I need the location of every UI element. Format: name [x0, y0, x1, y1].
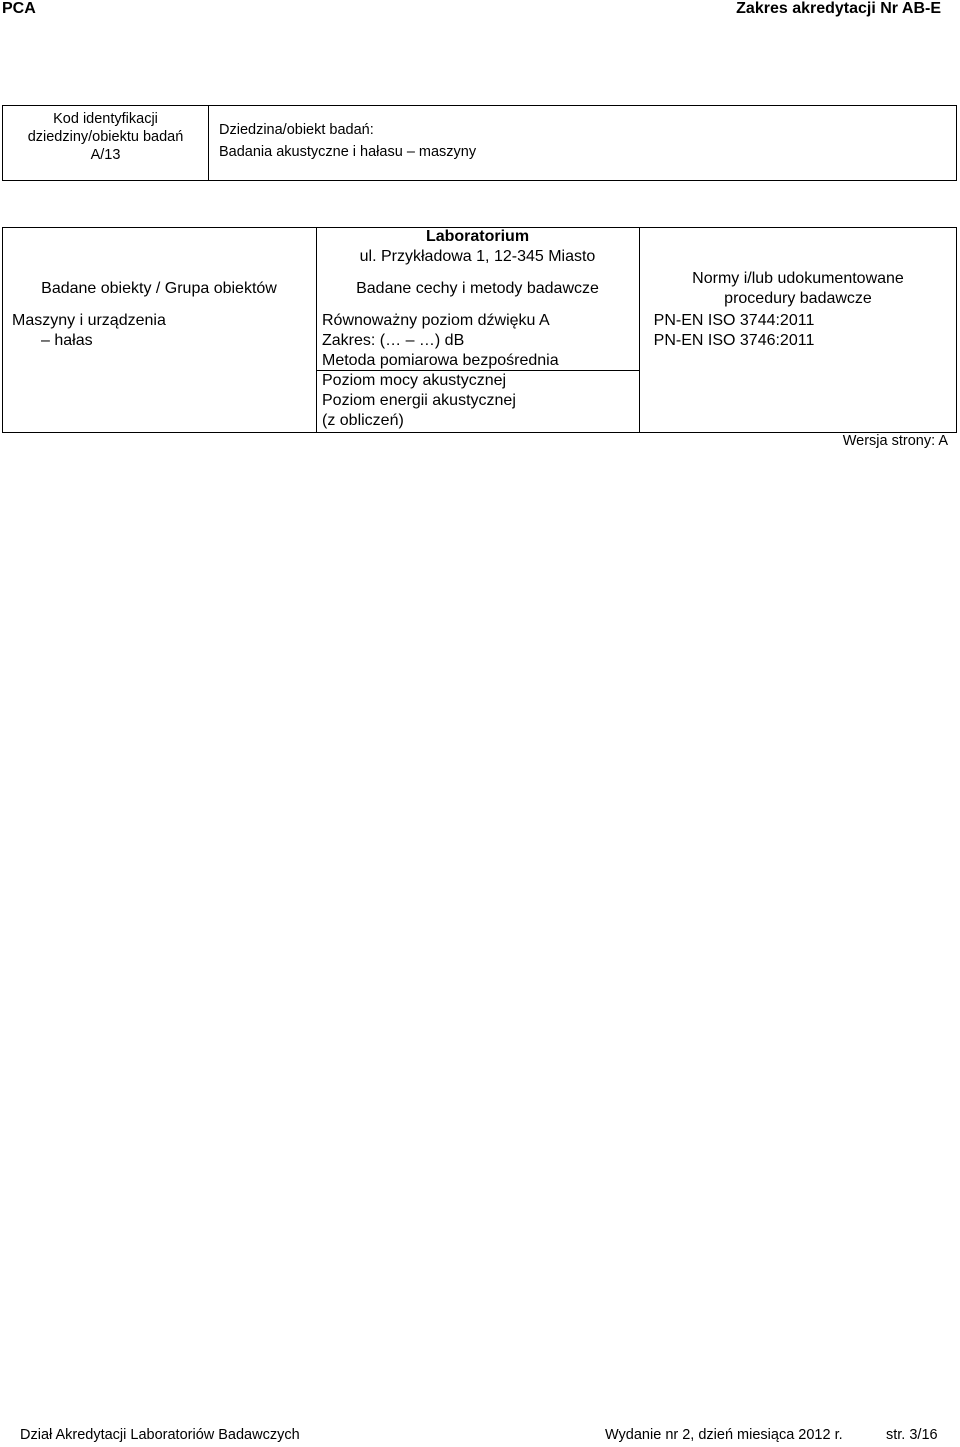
id-code-value: A/13: [90, 147, 121, 163]
lab-heading: [316, 227, 639, 267]
id-code-cell: [3, 110, 208, 164]
lab-name: Laboratorium: [425, 228, 530, 245]
header-objects: Badane obiekty / Grupa obiektów: [41, 280, 277, 297]
feature-line-6: (z obliczeń): [322, 412, 404, 429]
object-cell: [12, 311, 212, 351]
id-domain-value: Badania akustyczne i hałasu – maszyny: [219, 144, 477, 160]
header-left: PCA: [2, 0, 36, 17]
features-block-1: [322, 311, 634, 371]
header-norms: [639, 269, 957, 309]
header-features: Badane cechy i metody badawcze: [356, 280, 599, 297]
footer-middle: Wydanie nr 2, dzień miesiąca 2012 r.: [605, 1427, 843, 1443]
features-block-2: [322, 371, 634, 431]
header-norms-line1: Normy i/lub udokumentowane: [692, 270, 904, 287]
norms-cell: [639, 311, 829, 351]
feature-line-1: Równoważny poziom dźwięku A: [322, 312, 550, 329]
page-version: Wersja strony: A: [842, 433, 948, 449]
id-code-label-2: dziedziny/obiektu badań: [27, 129, 184, 145]
id-domain-cell: [219, 119, 476, 163]
id-box: [2, 105, 957, 181]
feature-line-4: Poziom mocy akustycznej: [322, 372, 507, 389]
id-code-label-1: Kod identyfikacji: [53, 111, 158, 127]
id-domain-label: Dziedzina/obiekt badań:: [219, 122, 374, 138]
feature-line-5: Poziom energii akustycznej: [322, 392, 516, 409]
footer-left: Dział Akredytacji Laboratoriów Badawczych: [20, 1427, 300, 1443]
norm-2: PN-EN ISO 3746:2011: [653, 332, 815, 349]
norm-1: PN-EN ISO 3744:2011: [653, 312, 815, 329]
lab-address: ul. Przykładowa 1, 12-345 Miasto: [359, 248, 596, 265]
feature-line-3: Metoda pomiarowa bezpośrednia: [322, 352, 559, 369]
header-right: Zakres akredytacji Nr AB-E: [736, 0, 941, 17]
object-line-2: – hałas: [41, 332, 93, 349]
footer-page: str. 3/16: [886, 1427, 938, 1443]
object-line-1: Maszyny i urządzenia: [12, 312, 166, 329]
header-norms-line2: procedury badawcze: [724, 290, 872, 307]
feature-line-2: Zakres: (… – …) dB: [322, 332, 465, 349]
id-divider: [208, 106, 209, 180]
